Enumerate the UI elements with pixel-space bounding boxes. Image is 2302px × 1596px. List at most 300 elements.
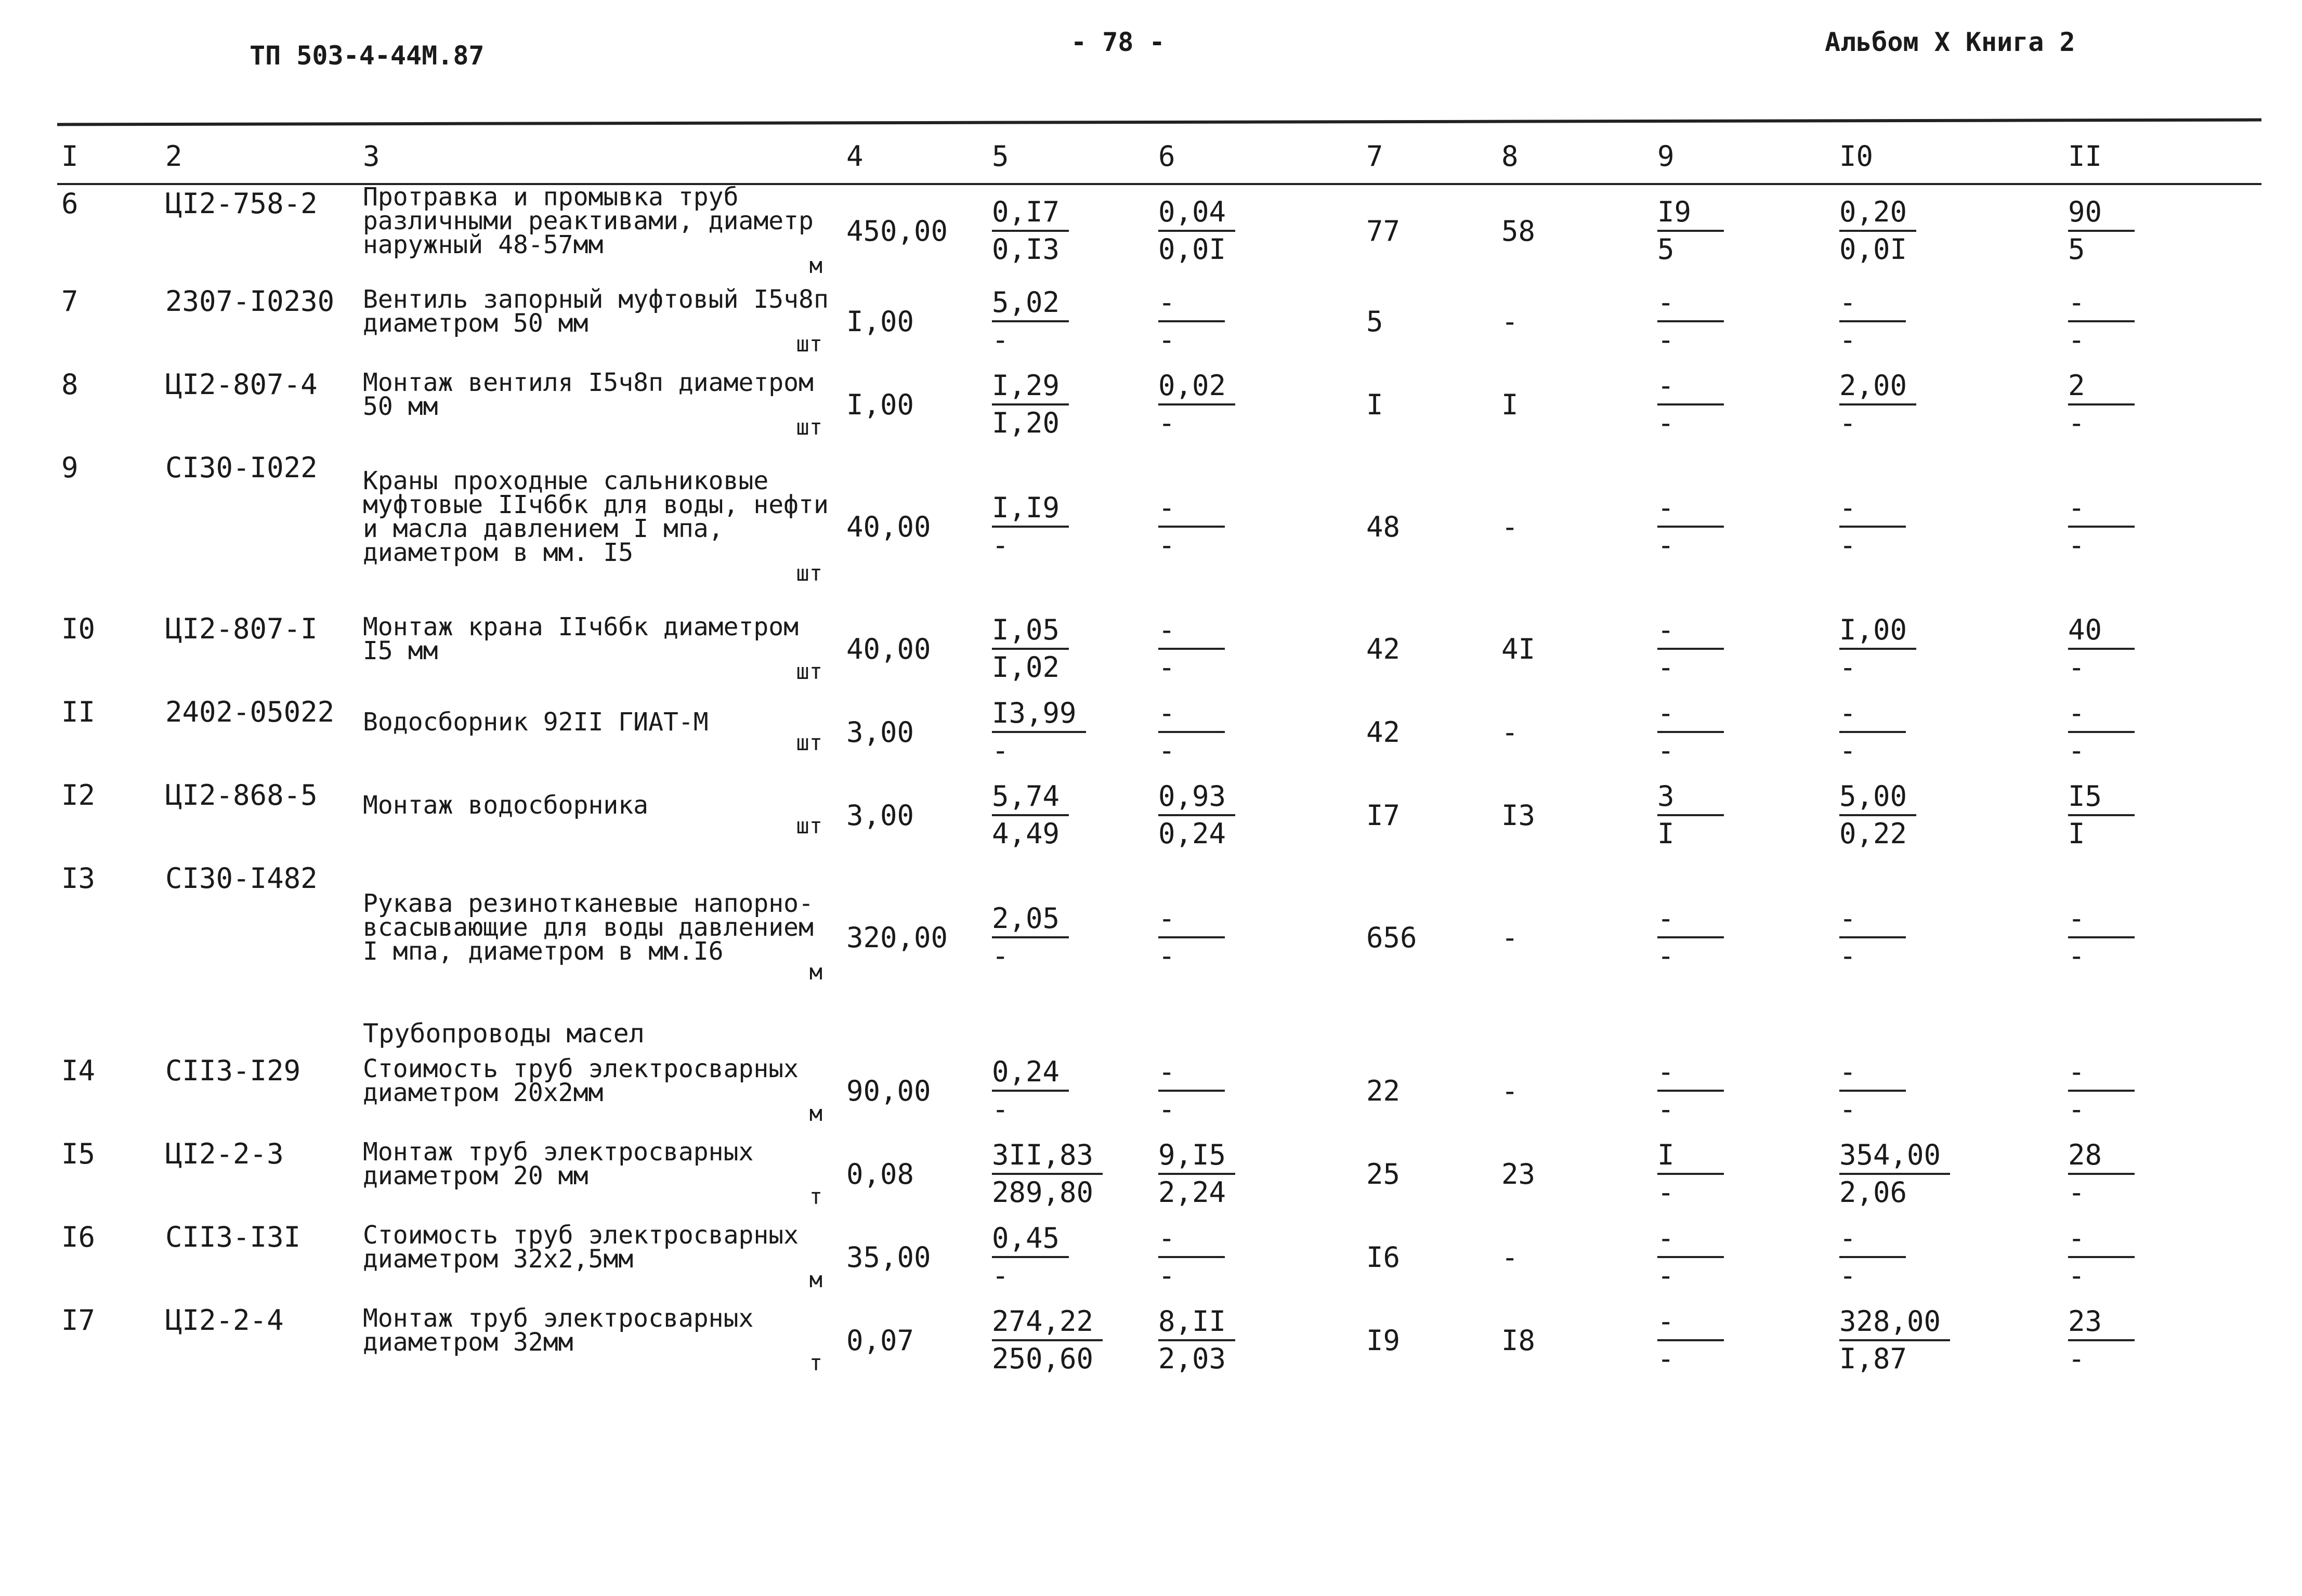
col10-cell (1835, 363, 2064, 446)
value-numerator: - (1158, 1054, 1225, 1092)
item-description-text: Монтаж водосборника (363, 791, 649, 820)
value-numerator: 0,04 (1158, 194, 1235, 232)
item-description-cell (359, 1049, 842, 1132)
col9-cell (1653, 182, 1835, 280)
col5-cell (988, 1049, 1154, 1132)
value-numerator: 328,00 (1839, 1304, 1950, 1341)
col8-value: - (1501, 715, 1519, 749)
col6-cell (1154, 280, 1362, 363)
value-denominator: - (1158, 1259, 1175, 1292)
value-denominator: - (1839, 323, 1856, 356)
value-numerator: 23 (2068, 1304, 2135, 1341)
value-denominator: - (2068, 734, 2085, 767)
table-row (57, 1299, 2261, 1382)
value-denominator: - (1657, 651, 1675, 684)
specification-table (57, 130, 2261, 1382)
value-fraction (1158, 901, 1225, 974)
value-numerator: 40 (2068, 612, 2135, 650)
col8-value: - (1501, 1074, 1519, 1107)
value-denominator: - (1657, 1342, 1675, 1375)
item-description-cell (359, 280, 842, 363)
value-fraction (992, 1054, 1069, 1127)
item-unit: м (809, 1267, 822, 1292)
col5-cell (988, 1132, 1154, 1215)
col7-value: I (1366, 388, 1383, 421)
value-numerator: 9,I5 (1158, 1137, 1235, 1175)
value-fraction (1657, 1137, 1724, 1210)
value-fraction (2068, 1137, 2135, 1210)
value-denominator: 0,0I (1158, 233, 1226, 266)
col5-cell (988, 1299, 1154, 1382)
value-numerator: - (1657, 490, 1724, 528)
item-unit: т (809, 1184, 822, 1209)
col10-cell (1835, 1132, 2064, 1215)
item-number: 7 (61, 285, 79, 318)
column-header: 5 (992, 139, 1009, 173)
value-numerator: 2 (2068, 368, 2135, 405)
col5-cell (988, 446, 1154, 607)
value-denominator: I (1657, 817, 1675, 850)
value-fraction (2068, 368, 2135, 441)
col5-cell (988, 1215, 1154, 1299)
item-description (363, 888, 838, 986)
col9-cell (1653, 774, 1835, 857)
value-numerator: - (1158, 696, 1225, 733)
col11-cell (2064, 1132, 2261, 1215)
value-denominator: - (2068, 529, 2085, 561)
value-denominator: - (2068, 1342, 2085, 1375)
item-unit: шт (796, 560, 822, 586)
value-denominator: - (1158, 734, 1175, 767)
empty-cell (57, 1018, 161, 1049)
col6-cell (1154, 1132, 1362, 1215)
col7-value: I9 (1366, 1324, 1401, 1357)
value-fraction (1839, 285, 1906, 358)
item-description-cell (359, 690, 842, 774)
item-unit: шт (796, 659, 822, 684)
col6-cell (1154, 774, 1362, 857)
value-denominator: - (992, 529, 1009, 561)
value-numerator: I,00 (1839, 612, 1916, 650)
value-denominator: - (1158, 529, 1175, 561)
item-code: ЦI2-2-3 (165, 1137, 284, 1170)
value-denominator: - (1657, 1176, 1675, 1209)
value-denominator: - (2068, 1259, 2085, 1292)
value-fraction (1158, 1221, 1225, 1293)
value-denominator: - (1657, 323, 1675, 356)
item-number: 9 (61, 451, 79, 484)
value-denominator: 0,22 (1839, 817, 1907, 850)
value-numerator: 8,II (1158, 1304, 1235, 1341)
col5-cell (988, 774, 1154, 857)
value-denominator: 2,03 (1158, 1342, 1226, 1375)
value-numerator: - (1657, 1304, 1724, 1341)
value-numerator: 5,00 (1839, 779, 1916, 816)
value-fraction (1158, 612, 1225, 685)
col8-value: - (1501, 305, 1519, 338)
table-row (57, 182, 2261, 280)
value-fraction (1839, 901, 1906, 974)
col10-cell (1835, 280, 2064, 363)
value-denominator: - (2068, 651, 2085, 684)
item-description-cell (359, 1299, 842, 1382)
value-denominator: - (1158, 323, 1175, 356)
value-fraction (1657, 490, 1724, 563)
item-quantity: I,00 (846, 388, 914, 421)
value-numerator: 0,93 (1158, 779, 1235, 816)
value-denominator: 2,06 (1839, 1176, 1907, 1209)
value-fraction (2068, 490, 2135, 563)
value-denominator: I,20 (992, 407, 1060, 439)
column-header: I (61, 139, 79, 173)
empty-cell (161, 1018, 359, 1049)
col10-cell (1835, 774, 2064, 857)
table-body (57, 182, 2261, 1382)
value-fraction (1839, 1221, 1906, 1293)
col10-cell (1835, 1049, 2064, 1132)
value-denominator: 0,0I (1839, 233, 1907, 266)
col7-value: 22 (1366, 1074, 1401, 1107)
column-header: 9 (1657, 139, 1675, 173)
col11-cell (2064, 363, 2261, 446)
item-number: I2 (61, 779, 96, 812)
column-header: I0 (1839, 139, 1874, 173)
table-row (57, 446, 2261, 607)
item-description-text: Стоимость труб электросварных диаметром 32х2,5мм (363, 1221, 799, 1274)
value-denominator: - (1839, 734, 1856, 767)
value-fraction (1158, 1054, 1225, 1127)
item-description-text: Стоимость труб электросварных диаметром 20х2мм (363, 1054, 799, 1107)
value-numerator: - (1839, 490, 1906, 528)
value-numerator: - (1158, 612, 1225, 650)
value-denominator: - (1839, 529, 1856, 561)
item-description-text: Монтаж труб электросварных диаметром 32мм (363, 1304, 754, 1357)
value-fraction (2068, 1221, 2135, 1293)
column-header: 6 (1158, 139, 1175, 173)
value-denominator: - (2068, 939, 2085, 972)
col10-cell (1835, 1299, 2064, 1382)
col10-cell (1835, 690, 2064, 774)
value-denominator: - (1839, 1259, 1856, 1292)
value-numerator: 0,24 (992, 1054, 1069, 1092)
col7-value: I7 (1366, 799, 1401, 832)
value-denominator: - (992, 734, 1009, 767)
col11-cell (2064, 280, 2261, 363)
item-description (363, 1220, 838, 1294)
value-fraction (2068, 1304, 2135, 1377)
value-fraction (1657, 285, 1724, 358)
value-fraction (1158, 285, 1225, 358)
value-numerator: 274,22 (992, 1304, 1103, 1341)
value-denominator: 250,60 (992, 1342, 1094, 1375)
column-header: II (2068, 139, 2102, 173)
value-denominator: - (992, 323, 1009, 356)
item-code: ЦI2-868-5 (165, 779, 318, 812)
item-description-text: Вентиль запорный муфтовый I5ч8п диаметром 50 мм (363, 285, 829, 338)
value-fraction (1657, 901, 1724, 974)
album-book-label: Альбом X Книга 2 (1825, 27, 2075, 57)
value-fraction (2068, 194, 2135, 267)
col8-value: 58 (1501, 214, 1536, 247)
value-denominator: - (1657, 529, 1675, 561)
value-denominator: - (1657, 939, 1675, 972)
col10-cell (1835, 1215, 2064, 1299)
item-code: ЦI2-2-4 (165, 1304, 284, 1337)
value-denominator: 289,80 (992, 1176, 1094, 1209)
value-denominator: - (1657, 1093, 1675, 1126)
col8-value: - (1501, 921, 1519, 954)
value-denominator: - (1657, 407, 1675, 439)
value-fraction (992, 612, 1069, 685)
col11-cell (2064, 1299, 2261, 1382)
col7-value: 25 (1366, 1157, 1401, 1191)
item-description-text: Водосборник 92II ГИАТ-М (363, 708, 709, 737)
item-quantity: 450,00 (846, 214, 948, 247)
value-fraction (992, 1304, 1103, 1377)
value-fraction (1839, 696, 1906, 768)
column-header: 7 (1366, 139, 1383, 173)
value-numerator: - (1839, 696, 1906, 733)
table-row (57, 1049, 2261, 1132)
value-numerator: I (1657, 1137, 1724, 1175)
value-fraction (1158, 1137, 1235, 1210)
col9-cell (1653, 363, 1835, 446)
col7-value: 42 (1366, 632, 1401, 665)
item-description (363, 1054, 838, 1128)
value-fraction (1657, 1054, 1724, 1127)
col9-cell (1653, 1215, 1835, 1299)
value-fraction (1158, 1304, 1235, 1377)
value-denominator: - (1158, 407, 1175, 439)
item-code: ЦI2-758-2 (165, 187, 318, 220)
value-denominator: - (2068, 323, 2085, 356)
item-code: 2402-05022 (165, 696, 335, 728)
item-description-cell (359, 774, 842, 857)
value-denominator: I,02 (992, 651, 1060, 684)
item-number: I3 (61, 862, 96, 895)
col6-cell (1154, 1299, 1362, 1382)
value-denominator: - (1657, 734, 1675, 767)
value-denominator: - (1158, 939, 1175, 972)
value-fraction (992, 368, 1069, 441)
value-fraction (1839, 1137, 1950, 1210)
col5-cell (988, 182, 1154, 280)
item-description-cell (359, 1132, 842, 1215)
col11-cell (2064, 1215, 2261, 1299)
value-numerator: - (1839, 285, 1906, 322)
value-fraction (1839, 490, 1906, 563)
table-row (57, 857, 2261, 1018)
item-description (363, 466, 838, 587)
table-row (57, 774, 2261, 857)
value-denominator: 4,49 (992, 817, 1060, 850)
value-numerator: 90 (2068, 194, 2135, 232)
col8-value: I8 (1501, 1324, 1536, 1357)
value-fraction (1657, 368, 1724, 441)
item-quantity: 40,00 (846, 510, 931, 543)
col9-cell (1653, 1132, 1835, 1215)
value-numerator: - (1158, 490, 1225, 528)
value-numerator: I3,99 (992, 696, 1086, 733)
value-fraction (2068, 1054, 2135, 1127)
value-fraction (992, 901, 1069, 974)
section-heading-row (57, 1018, 2261, 1049)
item-number: I4 (61, 1054, 96, 1087)
value-fraction (992, 194, 1069, 267)
value-numerator: 0,02 (1158, 368, 1235, 405)
value-numerator: 3II,83 (992, 1137, 1103, 1175)
item-description (363, 368, 838, 441)
item-number: I7 (61, 1304, 96, 1337)
column-number-row (57, 130, 2261, 182)
item-code: CI30-I482 (165, 862, 318, 895)
value-fraction (1657, 194, 1724, 267)
value-fraction (992, 1221, 1069, 1293)
value-fraction (1839, 194, 1916, 267)
value-fraction (1839, 1054, 1906, 1127)
value-numerator: 5,02 (992, 285, 1069, 322)
item-number: 6 (61, 187, 79, 220)
value-denominator: I (2068, 817, 2085, 850)
col9-cell (1653, 1299, 1835, 1382)
value-numerator: - (1158, 285, 1225, 322)
item-description (363, 182, 838, 280)
col10-cell (1835, 857, 2064, 1018)
value-fraction (1158, 194, 1235, 267)
table-row (57, 1132, 2261, 1215)
item-quantity: 3,00 (846, 715, 914, 749)
col8-value: - (1501, 1240, 1519, 1274)
value-denominator: 0,24 (1158, 817, 1226, 850)
value-numerator: - (1158, 1221, 1225, 1258)
value-fraction (1158, 696, 1225, 768)
col8-value: - (1501, 510, 1519, 543)
item-quantity: 0,07 (846, 1324, 914, 1357)
item-unit: м (809, 1101, 822, 1126)
value-numerator: I5 (2068, 779, 2135, 816)
value-denominator: 5 (1657, 233, 1675, 266)
value-numerator: 2,05 (992, 901, 1069, 938)
item-description (363, 284, 838, 358)
value-fraction (1657, 1304, 1724, 1377)
value-numerator: - (1657, 1054, 1724, 1092)
table-row (57, 607, 2261, 690)
item-unit: шт (796, 414, 822, 440)
item-description (363, 1303, 838, 1377)
value-numerator: - (1839, 1221, 1906, 1258)
item-number: II (61, 696, 96, 728)
item-unit: т (809, 1350, 822, 1376)
col10-cell (1835, 182, 2064, 280)
col5-cell (988, 857, 1154, 1018)
value-denominator: - (2068, 1176, 2085, 1209)
column-header: 8 (1501, 139, 1519, 173)
value-fraction (1158, 779, 1235, 852)
item-code: CII3-I29 (165, 1054, 301, 1087)
col11-cell (2064, 774, 2261, 857)
value-fraction (992, 696, 1086, 768)
value-numerator: 28 (2068, 1137, 2135, 1175)
item-description-cell (359, 607, 842, 690)
value-numerator: - (1657, 696, 1724, 733)
value-denominator: 5 (2068, 233, 2085, 266)
col8-value: 23 (1501, 1157, 1536, 1191)
value-fraction (992, 285, 1069, 358)
value-fraction (1657, 1221, 1724, 1293)
column-header: 2 (165, 139, 182, 173)
value-denominator: - (2068, 1093, 2085, 1126)
value-denominator: - (992, 939, 1009, 972)
value-denominator: 2,24 (1158, 1176, 1226, 1209)
col6-cell (1154, 607, 1362, 690)
item-quantity: 0,08 (846, 1157, 914, 1191)
col6-cell (1154, 1215, 1362, 1299)
item-description-text: Протравка и промывка труб различными реактивами, диаметр наружный 48-57мм (363, 182, 814, 259)
item-description-text: Монтаж крана IIч6бк диаметром I5 мм (363, 612, 799, 665)
value-numerator: - (1839, 901, 1906, 938)
value-numerator: 0,20 (1839, 194, 1916, 232)
value-fraction (992, 779, 1069, 852)
col6-cell (1154, 857, 1362, 1018)
col8-value: I (1501, 388, 1519, 421)
item-quantity: 35,00 (846, 1240, 931, 1274)
value-fraction (1839, 1304, 1950, 1377)
value-fraction (1657, 779, 1724, 852)
value-fraction (1839, 779, 1916, 852)
value-denominator: - (1158, 651, 1175, 684)
value-numerator: - (1839, 1054, 1906, 1092)
item-code: ЦI2-807-I (165, 612, 318, 645)
col5-cell (988, 363, 1154, 446)
value-denominator: - (1158, 1093, 1175, 1126)
item-description-text: Краны проходные сальниковые муфтовые IIч6бк для воды, нефти и масла давлением I мпа, диаметром в мм. I5 (363, 466, 829, 567)
item-code: 2307-I0230 (165, 285, 335, 318)
value-numerator: - (2068, 1054, 2135, 1092)
value-fraction (1657, 696, 1724, 768)
item-unit: шт (796, 730, 822, 755)
col7-value: 77 (1366, 214, 1401, 247)
item-unit: м (809, 959, 822, 985)
value-numerator: 2,00 (1839, 368, 1916, 405)
top-rule (57, 119, 2261, 126)
col6-cell (1154, 1049, 1362, 1132)
col9-cell (1653, 857, 1835, 1018)
value-fraction (2068, 696, 2135, 768)
col8-value: 4I (1501, 632, 1536, 665)
col11-cell (2064, 446, 2261, 607)
value-fraction (2068, 779, 2135, 852)
item-code: CI30-I022 (165, 451, 318, 484)
value-numerator: I,I9 (992, 490, 1069, 528)
item-unit: м (809, 253, 822, 278)
item-quantity: 40,00 (846, 632, 931, 665)
item-number: I0 (61, 612, 96, 645)
value-numerator: - (2068, 285, 2135, 322)
value-numerator: - (1657, 368, 1724, 405)
value-fraction (992, 1137, 1103, 1210)
value-denominator: - (1839, 651, 1856, 684)
col6-cell (1154, 363, 1362, 446)
item-description-text: Рукава резинотканевые напорно-всасывающие для воды давлением I мпа, диаметром в мм.I6 (363, 889, 814, 966)
table-row (57, 690, 2261, 774)
col9-cell (1653, 1049, 1835, 1132)
col7-value: I6 (1366, 1240, 1401, 1274)
table-row (57, 280, 2261, 363)
col10-cell (1835, 607, 2064, 690)
page-number: - 78 - (1071, 27, 1165, 57)
value-numerator: - (2068, 696, 2135, 733)
item-code: CII3-I3I (165, 1221, 301, 1253)
